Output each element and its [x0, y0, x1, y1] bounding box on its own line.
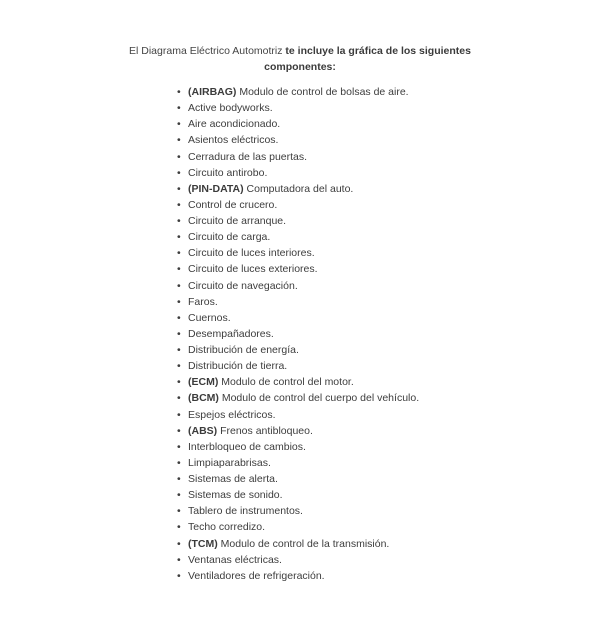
component-text: Circuito de navegación.	[188, 279, 298, 292]
list-item	[188, 519, 600, 535]
list-item	[188, 358, 600, 374]
component-text: Espejos eléctricos.	[188, 408, 276, 421]
component-text: Cerradura de las puertas.	[188, 150, 308, 163]
list-item	[188, 423, 600, 439]
component-text: Ventanas eléctricas.	[188, 553, 282, 566]
list-item	[188, 132, 600, 148]
list-item	[188, 84, 600, 100]
component-text: Asientos eléctricos.	[188, 134, 279, 147]
component-text: Limpiaparabrisas.	[188, 456, 271, 469]
component-abbreviation: (TCM)	[188, 537, 221, 550]
list-item	[188, 342, 600, 358]
component-text: Cuernos.	[188, 311, 231, 324]
list-item	[188, 294, 600, 310]
component-text: Distribución de energía.	[188, 344, 299, 356]
component-abbreviation: (BCM)	[188, 392, 222, 405]
list-item	[188, 181, 600, 197]
component-text: Tablero de instrumentos.	[188, 505, 303, 518]
title-regular-text: El Diagrama Eléctrico Automotriz	[129, 45, 286, 57]
list-item	[188, 487, 600, 503]
list-item	[188, 197, 600, 213]
component-text: Modulo de control de bolsas de aire.	[239, 86, 409, 98]
component-text: Aire acondicionado.	[188, 118, 281, 131]
component-abbreviation: (ABS)	[188, 424, 221, 437]
list-item	[188, 149, 600, 165]
list-item	[188, 455, 600, 471]
list-item	[188, 229, 600, 245]
list-item	[188, 552, 600, 568]
component-abbreviation: (AIRBAG)	[188, 86, 240, 98]
list-item	[188, 310, 600, 326]
list-item	[188, 116, 600, 132]
list-item	[188, 471, 600, 487]
list-item	[188, 261, 600, 277]
component-text: Sistemas de sonido.	[188, 489, 283, 502]
list-item	[188, 278, 600, 294]
component-text: Modulo de control del motor.	[221, 376, 354, 389]
component-text: Faros.	[188, 295, 218, 308]
component-text: Control de crucero.	[188, 198, 278, 211]
component-text: Distribución de tierra.	[188, 360, 288, 373]
component-text: Modulo de control de la transmisión.	[220, 537, 390, 550]
list-item	[188, 390, 600, 406]
component-abbreviation: (ECM)	[188, 376, 222, 389]
component-text: Frenos antibloqueo.	[220, 424, 313, 437]
list-item	[188, 245, 600, 261]
component-text: Techo corredizo.	[188, 521, 266, 534]
list-item	[188, 536, 600, 552]
list-item	[188, 326, 600, 342]
component-text: Active bodyworks.	[188, 102, 273, 115]
component-text: Sistemas de alerta.	[188, 473, 278, 485]
list-item	[188, 213, 600, 229]
list-item	[188, 100, 600, 116]
components-list	[0, 84, 600, 584]
page-title	[110, 43, 490, 75]
component-text: Computadora del auto.	[246, 182, 354, 195]
list-item	[188, 374, 600, 390]
component-text: Circuito de arranque.	[188, 215, 287, 227]
title-bold-text: te incluye la gráfica de los siguientes componentes:	[264, 45, 471, 73]
component-text: Modulo de control del cuerpo del vehículo.	[221, 392, 420, 405]
list-item	[188, 439, 600, 455]
component-text: Ventiladores de refrigeración.	[188, 569, 325, 582]
list-item	[188, 407, 600, 423]
component-text: Desempañadores.	[188, 327, 274, 340]
list-item	[188, 165, 600, 181]
component-text: Circuito de luces interiores.	[188, 247, 315, 260]
component-text: Circuito antirobo.	[188, 166, 268, 179]
component-text: Circuito de carga.	[188, 231, 271, 244]
document	[0, 43, 600, 643]
component-text: Interbloqueo de cambios.	[188, 440, 306, 453]
list-item	[188, 568, 600, 584]
list-item	[188, 503, 600, 519]
component-abbreviation: (PIN-DATA)	[188, 182, 247, 195]
component-text: Circuito de luces exteriores.	[188, 263, 318, 276]
